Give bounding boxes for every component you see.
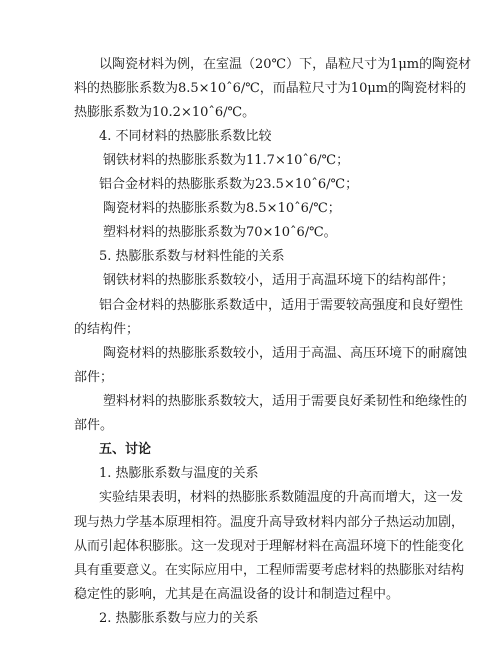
compare-plastic: 塑料材料的热膨胀系数为70×10ˆ6/℃。 <box>103 225 337 240</box>
sub-heading-1: 1. 热膨胀系数与温度的关系 <box>99 466 259 481</box>
perf-aluminum-line-1: 铝合金材料的热膨胀系数适中，适用于需要较高强度和良好塑性 <box>99 298 464 313</box>
compare-ceramic: 陶瓷材料的热膨胀系数为8.5×10ˆ6/℃； <box>103 201 341 216</box>
discussion-line-3: 从而引起体积膨胀。这一发现对于理解材料在高温环境下的性能变化 <box>74 539 465 554</box>
discussion-line-1: 实验结果表明，材料的热膨胀系数随温度的升高而增大，这一发 <box>99 490 464 505</box>
section-heading: 五、讨论 <box>99 442 152 457</box>
perf-aluminum-line-2: 的结构件； <box>74 322 140 337</box>
discussion-line-2: 现与热力学基本原理相符。温度升高导致材料内部分子热运动加剧， <box>74 515 465 530</box>
perf-plastic-line-2: 部件。 <box>74 418 114 433</box>
compare-aluminum: 铝合金材料的热膨胀系数为23.5×10ˆ6/℃； <box>99 177 359 192</box>
perf-steel: 钢铁材料的热膨胀系数较小，适用于高温环境下的结构部件； <box>103 273 455 288</box>
heading-4: 4. 不同材料的热膨胀系数比较 <box>99 129 272 144</box>
intro-line-3: 热膨胀系数为10.2×10ˆ6/℃。 <box>74 105 256 120</box>
intro-line-2: 料的热膨胀系数为8.5×10ˆ6/℃，而晶粒尺寸为10μm的陶瓷材料的 <box>74 81 467 96</box>
discussion-line-4: 具有重要意义。在实际应用中，工程师需要考虑材料的热膨胀对结构 <box>74 563 465 578</box>
perf-ceramic-line-2: 部件； <box>74 370 114 385</box>
intro-line-1: 以陶瓷材料为例，在室温（20℃）下，晶粒尺寸为1μm的陶瓷材 <box>99 57 472 72</box>
discussion-line-5: 稳定性的影响，尤其是在高温设备的设计和制造过程中。 <box>74 587 400 602</box>
compare-steel: 钢铁材料的热膨胀系数为11.7×10ˆ6/℃； <box>103 153 350 168</box>
sub-heading-2: 2. 热膨胀系数与应力的关系 <box>99 611 259 626</box>
heading-5: 5. 热膨胀系数与材料性能的关系 <box>99 249 285 264</box>
perf-plastic-line-1: 塑料材料的热膨胀系数较大，适用于需要良好柔韧性和绝缘性的 <box>103 394 468 409</box>
perf-ceramic-line-1: 陶瓷材料的热膨胀系数较小，适用于高温、高压环境下的耐腐蚀 <box>103 346 468 361</box>
